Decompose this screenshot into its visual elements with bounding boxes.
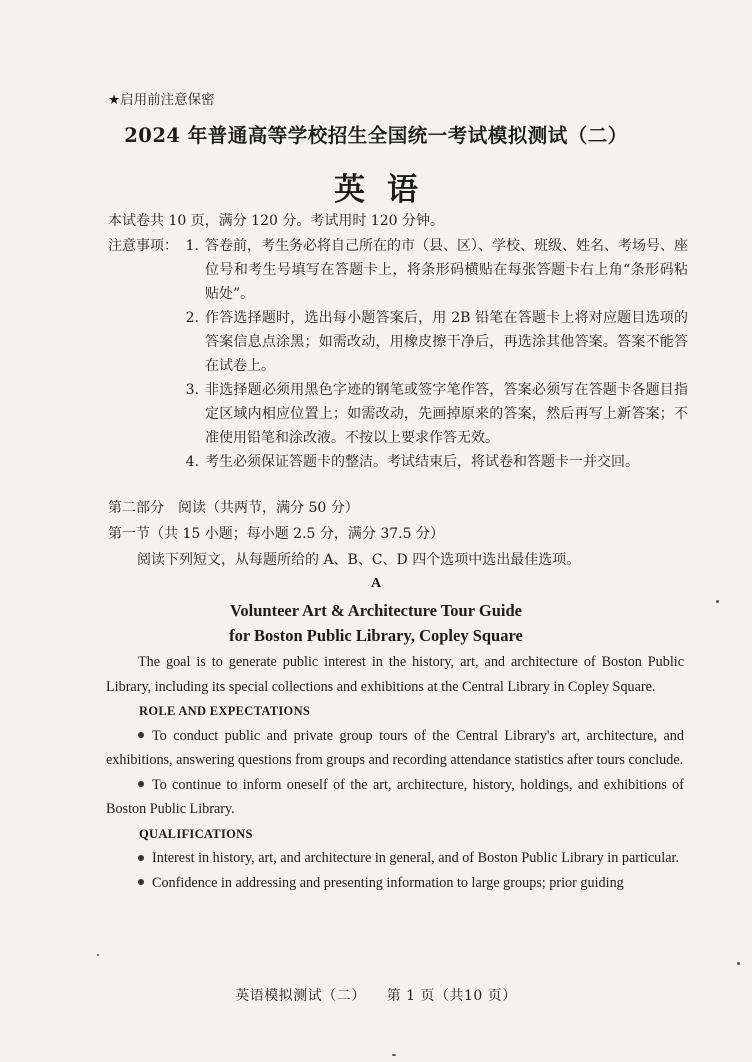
qualification-item [106, 846, 684, 871]
notice-label: 注意事项： [108, 238, 178, 254]
notice-number: 1. [185, 238, 199, 254]
passage-intro: The goal is to generate public interest in the history, art, and architecture of Boston Public Library, including its special collections and exhibitions at the Central Library in Copley Square. [106, 654, 684, 695]
notice-text: 答卷前，考生务必将自己所在的市（县、区）、学校、班级、姓名、考场号、座位号和考生号填写在答题卡上，将条形码横贴在每张答题卡右上角“条形码粘贴处”。 [205, 238, 688, 302]
reading-instruction: 阅读下列短文，从每题所给的 A、B、C、D 四个选项中选出最佳选项。 [137, 552, 581, 568]
scan-speck [716, 600, 719, 603]
passage-letter: A [370, 576, 382, 591]
confidential-mark: ★启用前注意保密 [108, 92, 215, 108]
qualification-item [106, 871, 684, 896]
passage-title [0, 598, 752, 648]
subject-title: 英语 [334, 172, 440, 208]
bullet-icon [138, 879, 144, 885]
role-heading: ROLE AND EXPECTATIONS [139, 704, 311, 718]
footer-page-number: 第 1 页（共10 页） [386, 988, 517, 1004]
passage-title-line-1: Volunteer Art & Architecture Tour Guide [230, 601, 522, 620]
scan-speck [97, 954, 99, 956]
passage-body [106, 650, 684, 895]
notice-number: 3. [185, 382, 199, 398]
scan-speck [392, 1054, 396, 1056]
notice-item [178, 378, 688, 450]
notice-item [178, 450, 688, 474]
passage-title-line-2: for Boston Public Library, Copley Square [229, 626, 523, 645]
notice-item [178, 234, 688, 306]
page-footer [0, 984, 752, 1008]
role-item-text: To continue to inform oneself of the art, architecture, history, holdings, and exhibitions of Boston Public Library. [106, 776, 684, 817]
section-heading: 第一节（共 15 小题；每小题 2.5 分，满分 37.5 分） [108, 526, 444, 542]
qualification-item-text: Confidence in addressing and presenting information to large groups; prior guiding [152, 874, 624, 891]
qualification-item-text: Interest in history, art, and architecture in general, and of Boston Public Library in particular. [152, 850, 680, 866]
notice-number: 2. [185, 310, 199, 326]
notice-item [178, 306, 688, 378]
qualifications-heading: QUALIFICATIONS [139, 826, 253, 841]
exam-title: 2024 年普通高等学校招生全国统一考试模拟测试（二） [124, 124, 628, 147]
role-item [106, 773, 684, 822]
bullet-icon [138, 855, 144, 861]
notice-text: 作答选择题时，选出每小题答案后，用 2B 铅笔在答题卡上将对应题目选项的答案信息点涂黑；如需改动，用橡皮擦干净后，再选涂其他答案。答案不能答在试卷上。 [205, 310, 688, 374]
notice-number: 4. [185, 454, 199, 470]
notice-list [178, 234, 688, 474]
role-item-text: To conduct public and private group tours of the Central Library's art, architecture, and exhibitions, answering questions from groups and recording attendance statistics after tours conclude. [106, 727, 684, 768]
bullet-icon [138, 781, 144, 787]
part-heading: 第二部分 阅读（共两节，满分 50 分） [108, 500, 359, 516]
scan-speck [737, 962, 740, 965]
bullet-icon [138, 732, 144, 738]
notice-text: 考生必须保证答题卡的整洁。考试结束后，将试卷和答题卡一并交回。 [205, 454, 639, 470]
exam-info: 本试卷共 10 页，满分 120 分。考试用时 120 分钟。 [108, 213, 444, 229]
notice-text: 非选择题必须用黑色字迹的钢笔或签字笔作答，答案必须写在答题卡各题目指定区域内相应位置上；如需改动，先画掉原来的答案，然后再写上新答案；不准使用铅笔和涂改液。不按以上要求作答无效。 [205, 382, 688, 446]
footer-subject: 英语模拟测试（二） [235, 988, 366, 1004]
role-item [106, 724, 684, 773]
